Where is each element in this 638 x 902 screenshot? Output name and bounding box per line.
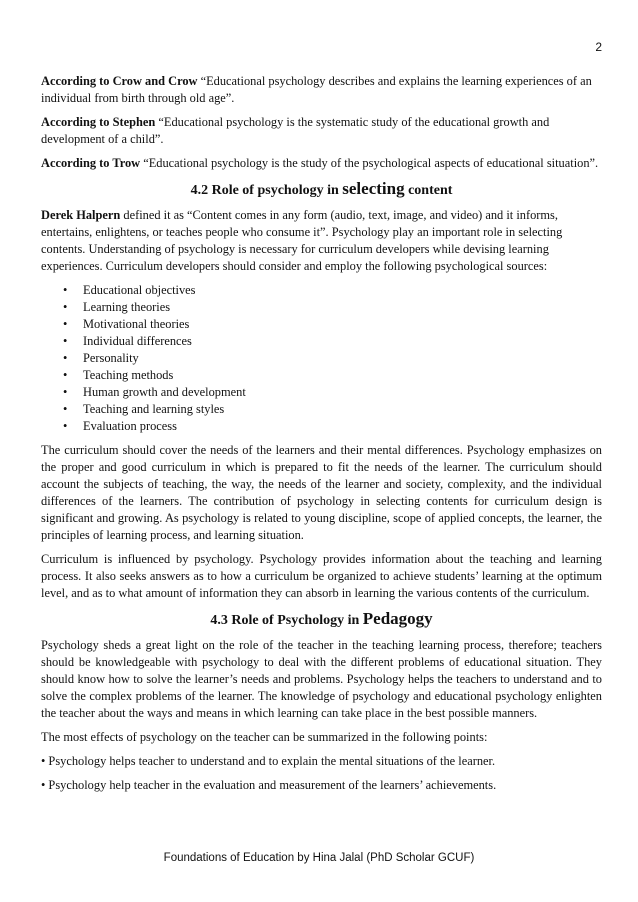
list-item bbox=[63, 316, 602, 333]
bullet-icon: • bbox=[63, 402, 68, 416]
bullet-icon: • bbox=[63, 334, 68, 348]
section-4-3-paragraph-1: Psychology sheds a great light on the role of the teacher in the teaching learning process, therefore; teachers should be knowledgeable with psychology to deal with the different problems of educational situation. They should know how to solve the learner’s needs and problems. Psychology helps the teachers to understand and to solve the complex problems of the learner. The knowledge of psychology and educational psychology enlighten the teacher about the ways and means in which learning can take place in the best possible manners. bbox=[41, 638, 602, 720]
list-item bbox=[63, 333, 602, 350]
heading-suffix: content bbox=[404, 183, 453, 198]
list-item-label: Personality bbox=[83, 351, 139, 365]
definition-author: According to Crow and Crow bbox=[41, 74, 198, 88]
definition-trow bbox=[41, 155, 602, 172]
bullet-icon: • bbox=[63, 419, 68, 433]
section-4-2-intro bbox=[41, 207, 602, 275]
section-4-3-point-1: • Psychology helps teacher to understand and to explain the mental situations of the learner. bbox=[41, 754, 496, 768]
bullet-icon: • bbox=[63, 368, 68, 382]
definition-stephen bbox=[41, 114, 602, 148]
list-item bbox=[63, 418, 602, 435]
list-item bbox=[63, 282, 602, 299]
section-4-2-paragraph-1: The curriculum should cover the needs of the learners and their mental differences. Psychology emphasizes on the proper and good curriculum in which is prepared to fit the needs of the learner. The curriculum should account the subjects of teaching, the way, the needs of the learner and society, complexity, and the individual differences of the learners. The contribution of psychology in selecting contents for curriculum design is significant and growing. As psychology is related to young discipline, scope of applied concepts, the learner, the principles of learning process, and learning situation. bbox=[41, 443, 602, 542]
list-item bbox=[63, 299, 602, 316]
page-footer: Foundations of Education by Hina Jalal (PhD Scholar GCUF) bbox=[163, 852, 475, 864]
definition-crow bbox=[41, 73, 602, 107]
definition-text: “Educational psychology is the systematic study of the educational growth and development of a child”. bbox=[41, 115, 550, 146]
bullet-icon: • bbox=[63, 317, 68, 331]
list-item-label: Learning theories bbox=[83, 300, 171, 314]
list-item bbox=[63, 350, 602, 367]
section-heading-4-2 bbox=[41, 179, 602, 201]
list-item bbox=[63, 401, 602, 418]
section-4-2-paragraph-2: Curriculum is influenced by psychology. Psychology provides information about the teaching and learning process. It also seeks answers as to how a curriculum be organized to achieve students’ learning at the optimum level, and as to what amount of information they can absorb in learning the various contents of the curriculum. bbox=[41, 552, 602, 600]
list-item-label: Human growth and development bbox=[83, 385, 246, 399]
page-number: 2 bbox=[595, 40, 602, 54]
section-4-3-paragraph-2: The most effects of psychology on the teacher can be summarized in the following points: bbox=[41, 730, 488, 744]
list-item-label: Motivational theories bbox=[83, 317, 190, 331]
list-item-label: Teaching and learning styles bbox=[83, 402, 225, 416]
heading-prefix: 4.2 Role of psychology in bbox=[190, 183, 343, 198]
psychological-sources-list bbox=[41, 282, 602, 435]
list-item-label: Individual differences bbox=[83, 334, 192, 348]
section-heading-4-3 bbox=[41, 609, 602, 631]
bullet-icon: • bbox=[63, 385, 68, 399]
document-body bbox=[41, 73, 602, 801]
list-item-label: Evaluation process bbox=[83, 419, 177, 433]
definition-text: “Educational psychology describes and explains the learning experiences of an individual from birth through old age”. bbox=[41, 74, 592, 105]
list-item bbox=[63, 384, 602, 401]
definition-text: “Educational psychology is the study of the psychological aspects of educational situation”. bbox=[140, 156, 599, 170]
heading-prefix: 4.3 Role of Psychology in bbox=[210, 613, 363, 628]
heading-emphasis: selecting bbox=[342, 179, 405, 198]
bullet-icon: • bbox=[63, 283, 68, 297]
heading-emphasis: Pedagogy bbox=[362, 609, 433, 628]
intro-author: Derek Halpern bbox=[41, 208, 121, 222]
section-4-3-point-2: • Psychology help teacher in the evaluation and measurement of the learners’ achievements. bbox=[41, 778, 497, 792]
bullet-icon: • bbox=[63, 300, 68, 314]
definition-author: According to Stephen bbox=[41, 115, 156, 129]
list-item-label: Educational objectives bbox=[83, 283, 196, 297]
definition-author: According to Trow bbox=[41, 156, 141, 170]
bullet-icon: • bbox=[63, 351, 68, 365]
list-item-label: Teaching methods bbox=[83, 368, 174, 382]
intro-text: defined it as “Content comes in any form (audio, text, image, and video) and it informs, entertains, enlightens, or teaches people who consume it”. Psychology play an important role in selecting contents. Understanding of psychology is necessary for curriculum developers while devising learning experiences. Curriculum developers should consider and employ the following psychological sources: bbox=[41, 208, 563, 273]
list-item bbox=[63, 367, 602, 384]
